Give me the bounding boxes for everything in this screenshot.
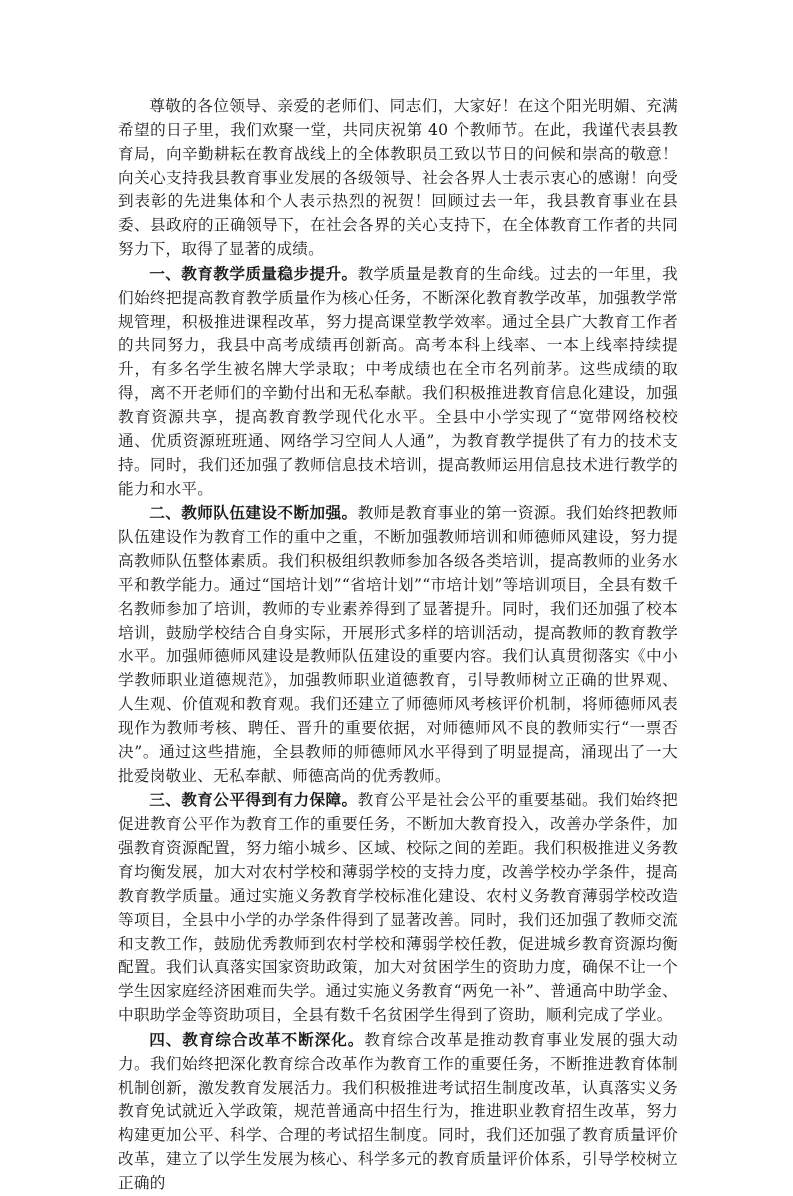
paragraph-text: 尊敬的各位领导、亲爱的老师们、同志们，大家好！在这个阳光明媚、充满希望的日子里，我们欢聚一堂，共同庆祝第 40 个教师节。在此，我谨代表县教育局，向辛勤耕耘在教育战线上的全体教职员工致以节日的问候和崇高的敬意！向关心支持我县教育事业发展的各级领导、社会各界人士表示衷心的感谢！向受到表彰的先进集体和个人表示热烈的祝贺！回顾过去一年，我县教育事业在县委、县政府的正确领导下，在社会各界的关心支持下，在全体教育工作者的共同努力下，取得了显著的成绩。 <box>118 97 678 259</box>
paragraph-text: 教师是教育事业的第一资源。我们始终把教师队伍建设作为教育工作的重中之重，不断加强教师培训和师德师风建设，努力提高教师队伍整体素质。我们积极组织教师参加各级各类培训，提高教师的业务水平和教学能力。通过“国培计划”“省培计划”“市培计划”等培训项目，全县有数千名教师参加了培训，教师的专业素养得到了显著提升。同时，我们还加强了校本培训，鼓励学校结合自身实际，开展形式多样的培训活动，提高教师的教育教学水平。加强师德师风建设是教师队伍建设的重要内容。我们认真贯彻落实《中小学教师职业道德规范》，加强教师职业道德教育，引导教师树立正确的世界观、人生观、价值观和教育观。我们还建立了师德师风考核评价机制，将师德师风表现作为教师考核、聘任、晋升的重要依据，对师德师风不良的教师实行“一票否决”。通过这些措施，全县教师的师德师风水平得到了明显提高，涌现出了一大批爱岗敬业、无私奉献、师德高尚的优秀教师。 <box>118 504 678 785</box>
paragraph-section-3 <box>118 788 678 1027</box>
paragraph-section-1 <box>118 262 678 501</box>
paragraph-text: 教育公平是社会公平的重要基础。我们始终把促进教育公平作为教育工作的重要任务，不断加大教育投入，改善办学条件，加强教育资源配置，努力缩小城乡、区域、校际之间的差距。我们积极推进义务教育均衡发展，加大对农村学校和薄弱学校的支持力度，改善学校办学条件，提高教育教学质量。通过实施义务教育学校标准化建设、农村义务教育薄弱学校改造等项目，全县中小学的办学条件得到了显著改善。同时，我们还加强了教师交流和支教工作，鼓励优秀教师到农村学校和薄弱学校任教，促进城乡教育资源均衡配置。我们认真落实国家资助政策，加大对贫困学生的资助力度，确保不让一个学生因家庭经济困难而失学。通过实施义务教育“两免一补”、普通高中助学金、中职助学金等资助项目，全县有数千名贫困学生得到了资助，顺利完成了学业。 <box>118 791 678 1025</box>
paragraph-text: 教育综合改革是推动教育事业发展的强大动力。我们始终把深化教育综合改革作为教育工作的重要任务，不断推进教育体制机制创新，激发教育发展活力。我们积极推进考试招生制度改革，认真落实义务教育免试就近入学政策，规范普通高中招生行为，推进职业教育招生改革，努力构建更加公平、科学、合理的考试招生制度。同时，我们还加强了教育质量评价改革，建立了以学生发展为核心、科学多元的教育质量评价体系，引导学校树立正确的 <box>118 1030 678 1192</box>
document-page <box>118 95 678 1196</box>
section-heading: 二、教师队伍建设不断加强。 <box>149 503 358 523</box>
section-heading: 一、教育教学质量稳步提升。 <box>149 263 358 283</box>
section-heading: 三、教育公平得到有力保障。 <box>149 790 358 810</box>
paragraph-section-4 <box>118 1028 678 1196</box>
paragraph-section-2 <box>118 501 678 788</box>
section-heading: 四、教育综合改革不断深化。 <box>149 1029 365 1049</box>
paragraph-intro <box>118 95 678 262</box>
paragraph-text: 教学质量是教育的生命线。过去的一年里，我们始终把提高教育教学质量作为核心任务，不断深化教育教学改革，加强教学常规管理，积极推进课程改革，努力提高课堂教学效率。通过全县广大教育工作者的共同努力，我县中高考成绩再创新高。高考本科上线率、一本上线率持续提升，有多名学生被名牌大学录取；中考成绩也在全市名列前茅。这些成绩的取得，离不开老师们的辛勤付出和无私奉献。我们积极推进教育信息化建设，加强教育资源共享，提高教育教学现代化水平。全县中小学实现了“宽带网络校校通、优质资源班班通、网络学习空间人人通”，为教育教学提供了有力的技术支持。同时，我们还加强了教师信息技术培训，提高教师运用信息技术进行教学的能力和水平。 <box>118 264 678 498</box>
